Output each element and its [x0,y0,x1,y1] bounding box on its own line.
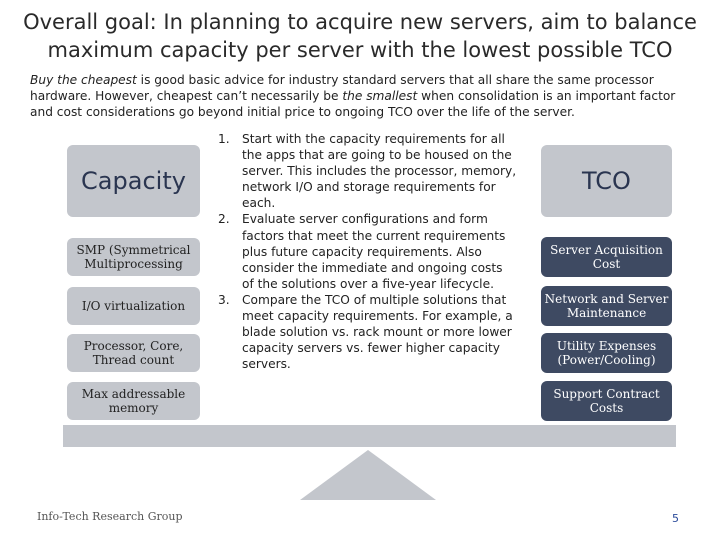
intro-text-2: when consolidation is an important factor and cost considerations go beyond initial price to ongoing TCO over the life of the server. [30,89,676,119]
step-text: Start with the capacity requirements for all the apps that are going to be housed on the server. This includes the processor, memory, network I/O and storage requirements for each. [242,132,517,211]
tco-heading: TCO [541,145,672,217]
step-number: 1. [218,132,230,146]
capacity-item-memory: Max addressable memory [67,382,200,420]
intro-emphasis-1: Buy the cheapest [30,73,137,87]
step-number: 3. [218,292,230,307]
intro-emphasis-2: the smallest [342,89,418,103]
capacity-item-smp: SMP (Symmetrical Multiprocessing [67,238,200,276]
tco-item-maintenance: Network and Server Maintenance [541,286,672,326]
footer-text: Info-Tech Research Group [37,510,183,523]
step-number: 2. [218,212,230,227]
tco-item-support: Support Contract Costs [541,381,672,421]
capacity-item-io: I/O virtualization [67,287,200,325]
title-line-1: Overall goal: In planning to acquire new servers, aim to balance [23,10,697,34]
capacity-item-processor: Processor, Core, Thread count [67,334,200,372]
page-number: 5 [672,512,679,525]
title-line-2: maximum capacity per server with the lowest possible TCO [47,38,673,62]
step-text: Compare the TCO of multiple solutions that meet capacity requirements. For example, a blade solution vs. rack mount or more lower capacity servers vs. fewer higher capacity servers. [242,292,513,372]
step-text: Evaluate server configurations and form factors that meet the current requirements plus future capacity requirements. Also consider the immediate and ongoing costs of the solutions over a five-year lifecycle. [242,212,506,291]
capacity-heading: Capacity [67,145,200,217]
tco-item-utility: Utility Expenses (Power/Cooling) [541,333,672,373]
tco-item-acquisition: Server Acquisition Cost [541,237,672,277]
intro-text-1: is good basic advice for industry standard servers that all share the same processor hardware. However, cheapest can’t necessarily be [30,73,654,103]
